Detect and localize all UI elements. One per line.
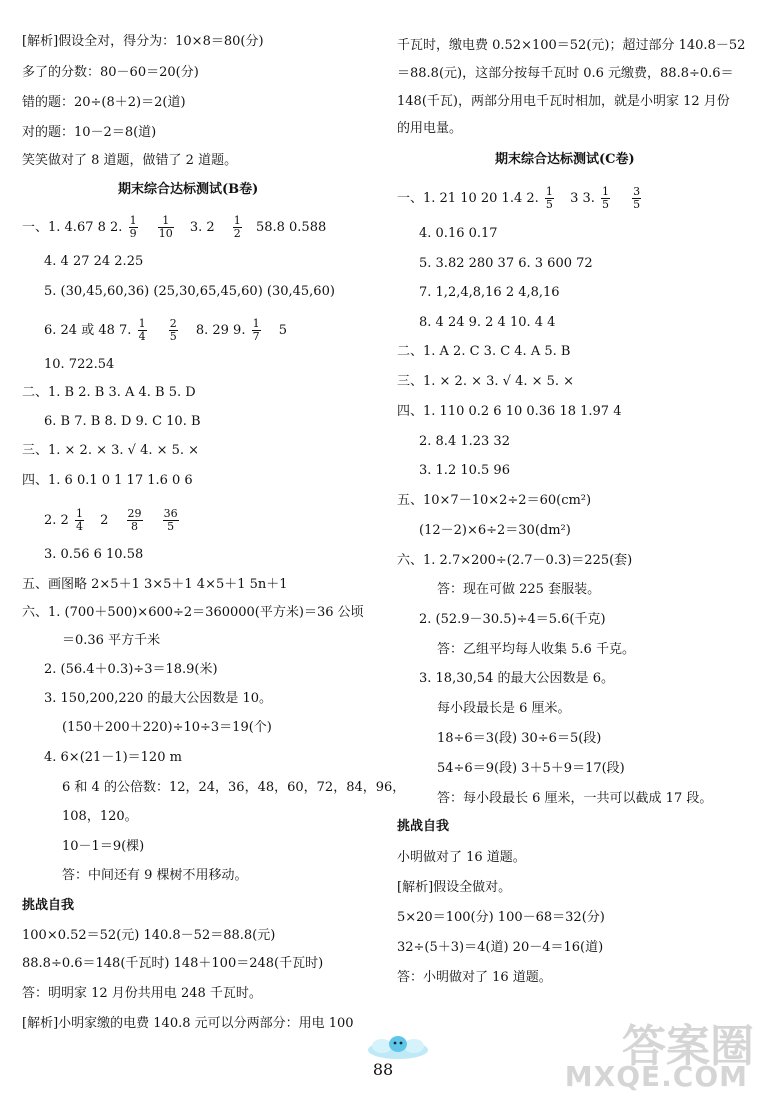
numerator: 1: [138, 317, 146, 330]
answer-line: [44, 508, 181, 533]
text-line: 5×20＝100(分) 100－68＝32(分): [397, 910, 605, 925]
text-line: 的用电量。: [397, 121, 463, 136]
text-line: 148(千瓦)，两部分用电千瓦时相加，就是小明家 12 月份: [397, 94, 730, 109]
numerator: 1: [602, 185, 610, 198]
text: 2: [100, 513, 109, 528]
text-line: 88.8÷0.6＝148(千瓦时) 148＋100＝248(千瓦时): [22, 956, 324, 971]
answer-line: 3. 150,200,220 的最大公因数是 10。: [44, 691, 273, 706]
denominator: 5: [545, 198, 553, 211]
text: 3 3.: [570, 191, 595, 206]
answer-line: 4. 0.16 0.17: [419, 226, 498, 241]
answer-line: 四、1. 6 0.1 0 1 17 1.6 0 6: [22, 473, 193, 488]
answer-line: ＝0.36 平方千米: [62, 633, 161, 648]
fraction: [163, 508, 179, 533]
numerator: 1: [252, 317, 260, 330]
answer-line: 8. 4 24 9. 2 4 10. 4 4: [419, 315, 556, 330]
text-line: 千瓦时，缴电费 0.52×100＝52(元)；超过部分 140.8－52: [397, 38, 746, 53]
text-line: 100×0.52＝52(元) 140.8－52＝88.8(元): [22, 928, 276, 943]
text-line: 笑笑做对了 8 道题，做错了 2 道题。: [22, 153, 238, 168]
numerator: 2: [169, 317, 177, 330]
answer-line: 5. (30,45,60,36) (25,30,65,45,60) (30,45,60): [44, 284, 335, 299]
text: 3. 2: [189, 220, 215, 235]
answer-line: 4. 6×(21－1)＝120 m: [44, 750, 182, 765]
denominator: 7: [252, 330, 260, 343]
fraction: [632, 186, 641, 211]
answer-line: 108，120。: [62, 809, 138, 824]
denominator: 9: [129, 227, 137, 240]
page-number: 88: [372, 1060, 394, 1079]
answer-line: 五、画图略 2×5＋1 3×5＋1 4×5＋1 5n＋1: [22, 577, 288, 592]
text: 一、1. 21 10 20 1.4 2.: [397, 191, 539, 206]
answer-line: [44, 318, 287, 343]
answer-line: [22, 215, 326, 240]
answer-line: 答：现在可做 225 套服装。: [437, 582, 601, 597]
fraction: [545, 186, 554, 211]
text: 5: [278, 323, 288, 338]
watermark-text: 答案圈: [622, 1021, 754, 1072]
denominator: 4: [75, 520, 83, 533]
answer-line: 三、1. × 2. × 3. √ 4. × 5. ×: [397, 374, 575, 389]
watermark: [554, 1010, 754, 1092]
numerator: 1: [545, 185, 553, 198]
answer-line: 2. 8.4 1.23 32: [419, 434, 510, 449]
answer-line: 每小段最长是 6 厘米。: [437, 701, 571, 716]
answer-line: 二、1. B 2. B 3. A 4. B 5. D: [22, 385, 196, 400]
numerator: 36: [163, 507, 178, 520]
answer-line: 六、1. 2.7×200÷(2.7－0.3)＝225(套): [397, 553, 633, 568]
text: 8. 29 9.: [195, 323, 246, 338]
answer-line: 二、1. A 2. C 3. C 4. A 5. B: [397, 344, 571, 359]
denominator: 4: [138, 330, 146, 343]
denominator: 8: [131, 520, 139, 533]
text-line: 32÷(5＋3)＝4(道) 20－4＝16(道): [397, 940, 604, 955]
fraction: [158, 215, 174, 240]
text: 58.8 0.588: [255, 220, 327, 235]
answer-line: 六、1. (700＋500)×600÷2＝360000(平方米)＝36 公顷: [22, 605, 364, 620]
text-line: 多了的分数：80－60＝20(分): [22, 65, 199, 80]
denominator: 5: [169, 330, 177, 343]
text-line: [解析]假设全对，得分为：10×8＝80(分): [22, 34, 264, 49]
answer-line: 18÷6＝3(段) 30÷6＝5(段): [437, 731, 602, 746]
fraction: [233, 215, 242, 240]
text-line: 答：明明家 12 月份共用电 248 千瓦时。: [22, 986, 262, 1001]
fraction: [601, 186, 610, 211]
answer-line: 7. 1,2,4,8,16 2 4,8,16: [419, 285, 560, 300]
text-line: 小明做对了 16 道题。: [397, 850, 526, 865]
text-line: 错的题：20÷(8＋2)＝2(道): [22, 95, 186, 110]
watermark-url: MXQE.COM: [564, 1060, 748, 1093]
section-heading: 挑战自我: [22, 898, 75, 913]
fraction: [127, 508, 143, 533]
answer-line: [397, 186, 643, 211]
denominator: 5: [167, 520, 175, 533]
text-line: 对的题：10－2＝8(道): [22, 125, 157, 140]
denominator: 5: [602, 198, 610, 211]
text: 6. 24 或 48 7.: [44, 323, 132, 338]
section-title-c: 期末综合达标测试(C卷): [495, 152, 635, 167]
numerator: 1: [158, 215, 174, 228]
answer-line: 54÷6＝9(段) 3＋5＋9＝17(段): [437, 761, 625, 776]
text-line: ＝88.8(元)，这部分按每千瓦时 0.6 元缴费，88.8÷0.6＝: [397, 66, 734, 81]
answer-line: (12－2)×6÷2＝30(dm²): [419, 523, 571, 538]
answer-line: 答：乙组平均每人收集 5.6 千克。: [437, 642, 635, 657]
answer-line: 2. (52.9－30.5)÷4＝5.6(千克): [419, 612, 606, 627]
numerator: 1: [75, 507, 83, 520]
fraction: [129, 215, 138, 240]
cloud-decoration-icon: [362, 1032, 434, 1060]
numerator: 29: [127, 507, 142, 520]
answer-line: 6. B 7. B 8. D 9. C 10. B: [44, 414, 201, 429]
denominator: 2: [233, 227, 241, 240]
section-title-b: 期末综合达标测试(B卷): [118, 182, 259, 197]
denominator: 5: [633, 198, 641, 211]
text-line: [解析]假设全做对。: [397, 880, 512, 895]
text: 一、1. 4.67 8 2.: [22, 220, 123, 235]
answer-line: 2. (56.4＋0.3)÷3＝18.9(米): [44, 662, 218, 677]
text: 2. 2: [44, 513, 69, 528]
answer-line: 6 和 4 的公倍数：12，24，36，48，60，72，84，96，: [62, 780, 406, 795]
answer-line: (150＋200＋220)÷10÷3＝19(个): [62, 720, 272, 735]
denominator: 10: [158, 227, 173, 240]
answer-line: 3. 18,30,54 的最大公因数是 6。: [419, 671, 614, 686]
fraction: [138, 318, 147, 343]
fraction: [252, 318, 261, 343]
fraction: [75, 508, 84, 533]
numerator: 1: [233, 214, 241, 227]
text-line: [解析]小明家缴的电费 140.8 元可以分两部分：用电 100: [22, 1016, 354, 1031]
answer-line: 五、10×7－10×2÷2＝60(cm²): [397, 493, 592, 508]
answer-line: 4. 4 27 24 2.25: [44, 254, 144, 269]
numerator: 3: [633, 185, 641, 198]
section-heading: 挑战自我: [397, 819, 450, 834]
answer-line: 5. 3.82 280 37 6. 3 600 72: [419, 256, 593, 271]
answer-line: 10－1＝9(棵): [62, 839, 145, 854]
answer-line: 四、1. 110 0.2 6 10 0.36 18 1.97 4: [397, 404, 622, 419]
answer-line: 3. 1.2 10.5 96: [419, 463, 510, 478]
answer-line: 答：每小段最长 6 厘米，一共可以截成 17 段。: [437, 791, 713, 806]
answer-line: 答：中间还有 9 棵树不用移动。: [62, 868, 248, 883]
numerator: 1: [129, 214, 137, 227]
answer-line: 三、1. × 2. × 3. √ 4. × 5. ×: [22, 443, 200, 458]
text-line: 答：小明做对了 16 道题。: [397, 970, 552, 985]
answer-line: 10. 722.54: [44, 357, 115, 372]
answer-line: 3. 0.56 6 10.58: [44, 547, 144, 562]
fraction: [169, 318, 178, 343]
